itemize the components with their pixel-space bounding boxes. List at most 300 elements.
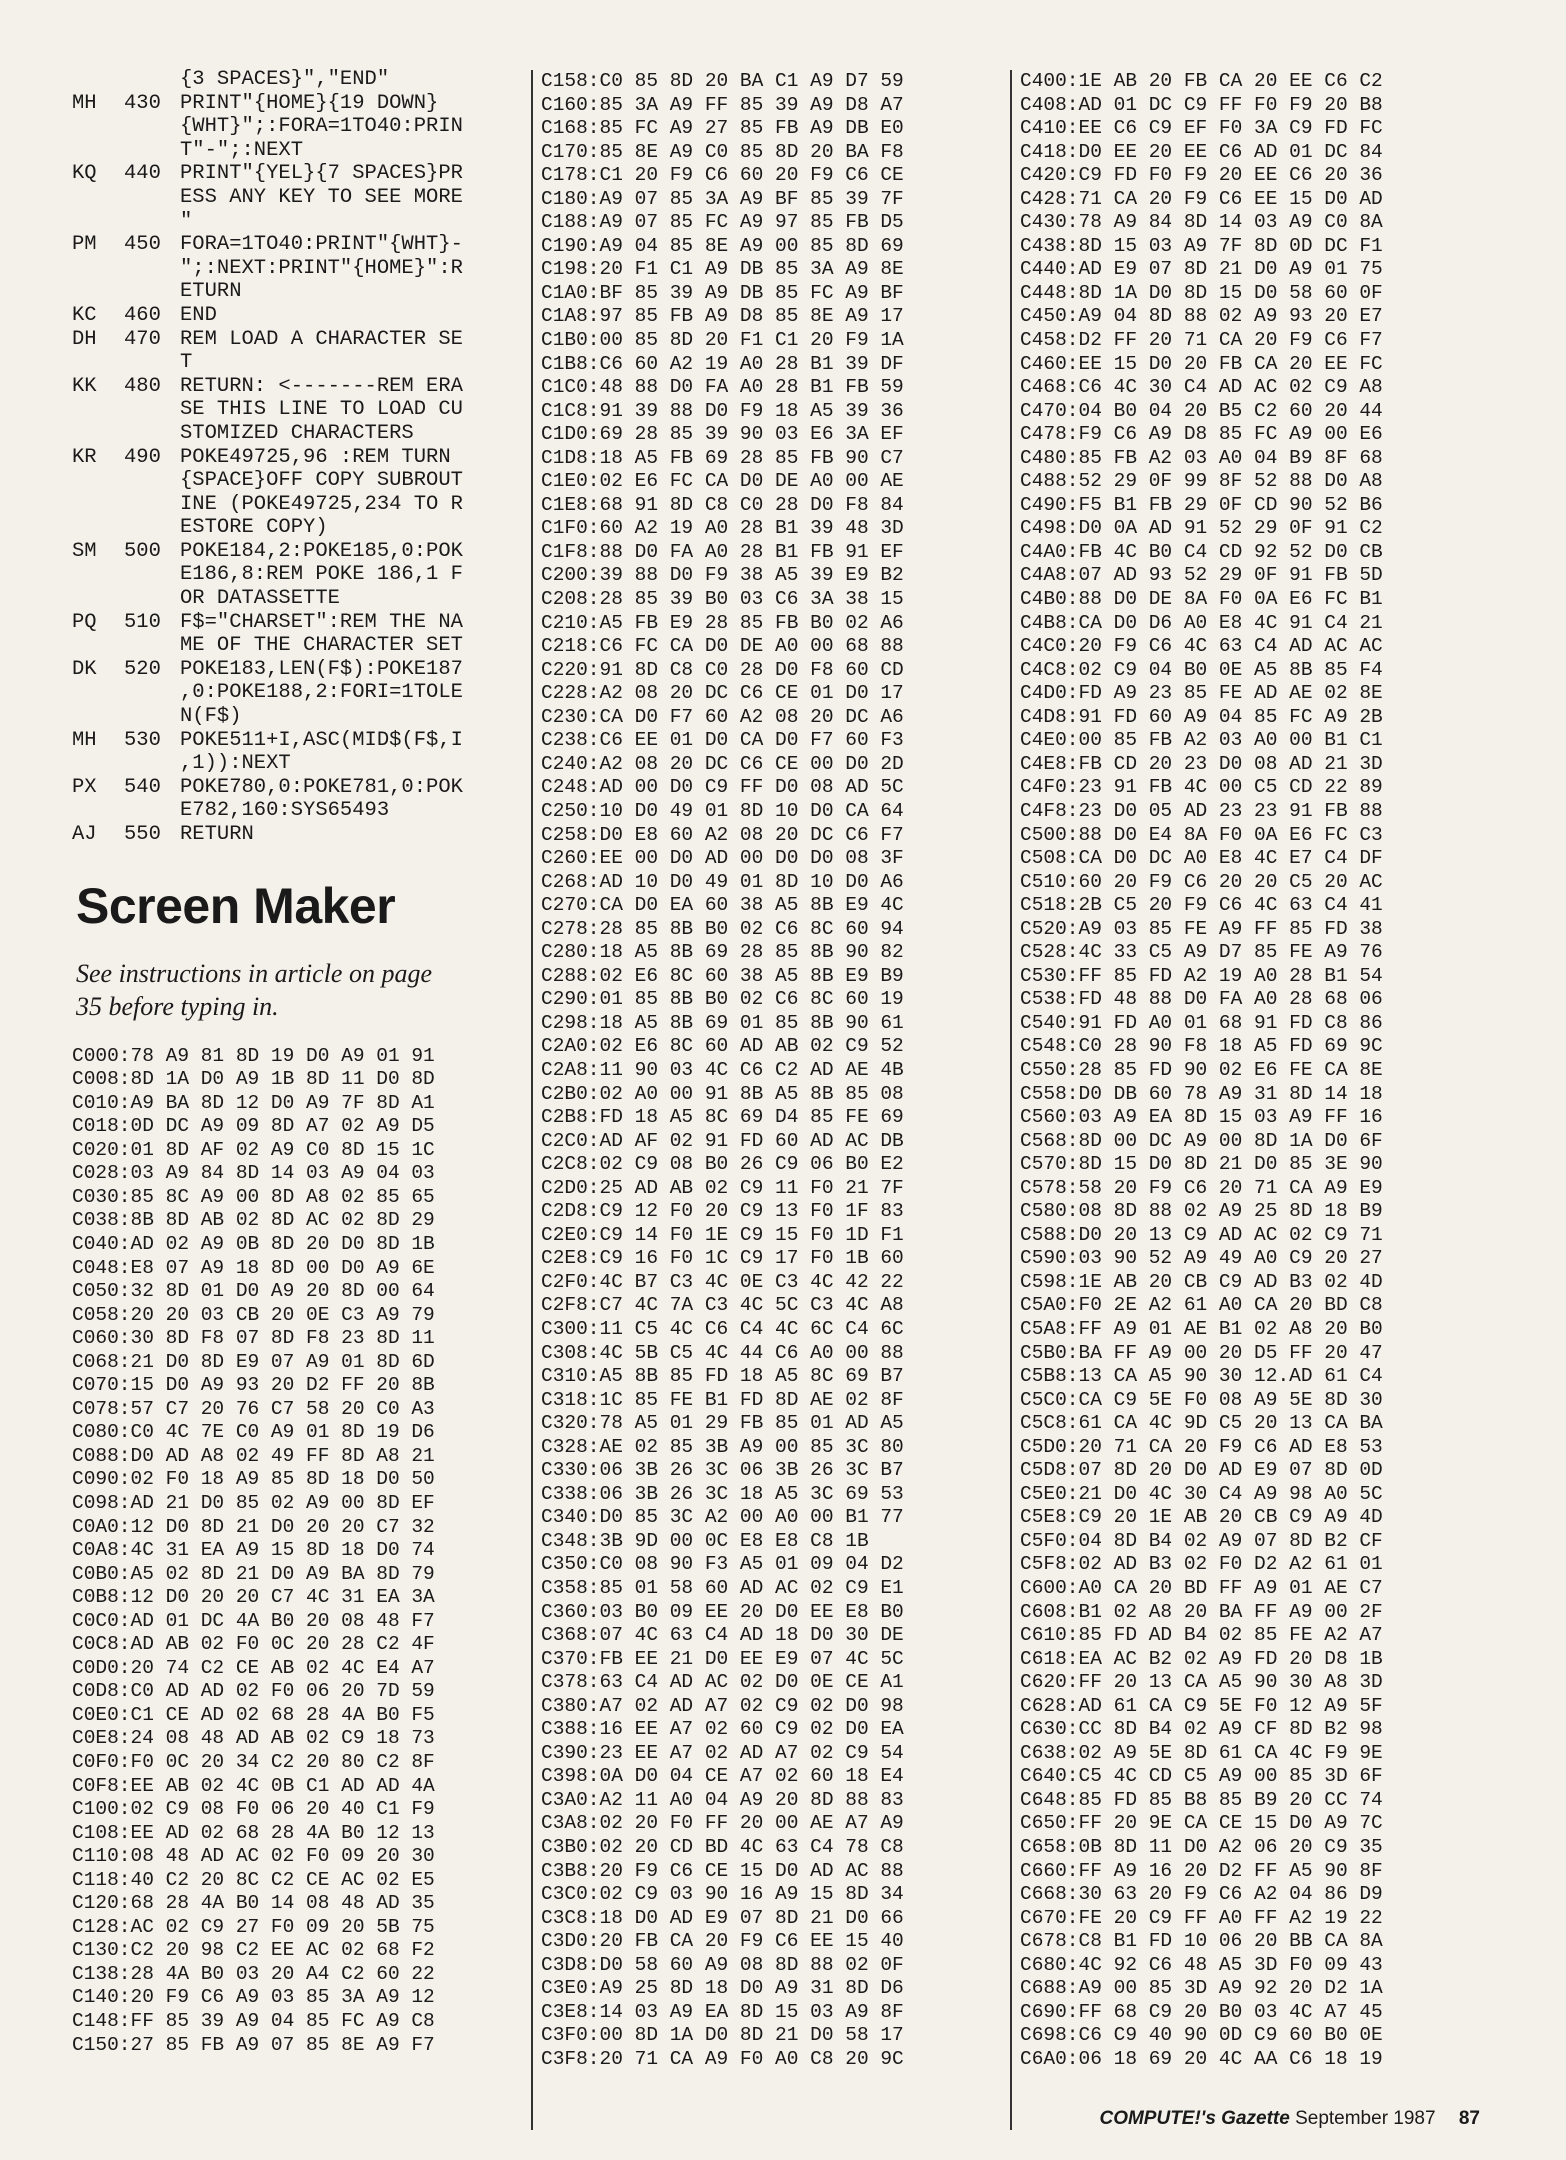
hex-row: C690:FF 68 C9 20 B0 03 4C A7 45 xyxy=(1020,2000,1383,2023)
hex-row: C610:85 FD AD B4 02 85 FE A2 A7 xyxy=(1020,1624,1383,1647)
hex-row: C288:02 E6 8C 60 38 A5 8B E9 B9 xyxy=(541,964,904,987)
hex-row: C660:FF A9 16 20 D2 FF A5 90 8F xyxy=(1020,1859,1383,1882)
hex-row: C0C8:AD AB 02 F0 0C 20 28 C2 4F xyxy=(72,1633,435,1656)
hex-row: C2D8:C9 12 F0 20 C9 13 F0 1F 83 xyxy=(541,1200,904,1223)
hex-row: C688:A9 00 85 3D A9 92 20 D2 1A xyxy=(1020,1977,1383,2000)
hex-row: C220:91 8D C8 C0 28 D0 F8 60 CD xyxy=(541,658,904,681)
basic-code: {SPACE}OFF COPY SUBROUT xyxy=(180,469,463,493)
basic-code: END xyxy=(180,303,217,327)
line-number: 430 xyxy=(124,91,161,115)
hex-row: C110:08 48 AD AC 02 F0 09 20 30 xyxy=(72,1845,435,1868)
hex-row: C300:11 C5 4C C6 C4 4C 6C C4 6C xyxy=(541,1317,904,1340)
hex-row: C3A0:A2 11 A0 04 A9 20 8D 88 83 xyxy=(541,1788,904,1811)
hex-row: C328:AE 02 85 3B A9 00 85 3C 80 xyxy=(541,1435,904,1458)
basic-code: {WHT}";:FORA=1TO40:PRIN xyxy=(180,115,463,139)
hex-row: C1B0:00 85 8D 20 F1 C1 20 F9 1A xyxy=(541,329,904,352)
basic-line xyxy=(72,729,527,776)
hex-row: C3B0:02 20 CD BD 4C 63 C4 78 C8 xyxy=(541,1836,904,1859)
line-number: 540 xyxy=(124,775,161,799)
hex-row: C1C8:91 39 88 D0 F9 18 A5 39 36 xyxy=(541,399,904,422)
hex-row: C628:AD 61 CA C9 5E F0 12 A9 5F xyxy=(1020,1694,1383,1717)
hex-row: C290:01 85 8B B0 02 C6 8C 60 19 xyxy=(541,988,904,1011)
hex-row: C1E0:02 E6 FC CA D0 DE A0 00 AE xyxy=(541,470,904,493)
basic-line xyxy=(72,233,527,304)
hex-row: C670:FE 20 C9 FF A0 FF A2 19 22 xyxy=(1020,1906,1383,1929)
basic-code: STOMIZED CHARACTERS xyxy=(180,421,414,445)
hex-row: C148:FF 85 39 A9 04 85 FC A9 C8 xyxy=(72,2010,435,2033)
hex-row: C0A0:12 D0 8D 21 D0 20 20 C7 32 xyxy=(72,1515,435,1538)
hex-row: C508:CA D0 DC A0 E8 4C E7 C4 DF xyxy=(1020,847,1383,870)
basic-code: T"-";:NEXT xyxy=(180,138,304,162)
hex-row: C498:D0 0A AD 91 52 29 0F 91 C2 xyxy=(1020,517,1383,540)
hex-row: C548:C0 28 90 F8 18 A5 FD 69 9C xyxy=(1020,1035,1383,1058)
hex-row: C298:18 A5 8B 69 01 85 8B 90 61 xyxy=(541,1011,904,1034)
hex-row: C440:AD E9 07 8D 21 D0 A9 01 75 xyxy=(1020,258,1383,281)
page-footer xyxy=(1080,2108,1480,2130)
basic-line xyxy=(72,328,527,375)
hex-row: C5C8:61 CA 4C 9D C5 20 13 CA BA xyxy=(1020,1412,1383,1435)
basic-code: ME OF THE CHARACTER SET xyxy=(180,634,463,658)
hex-row: C5A0:F0 2E A2 61 A0 CA 20 BD C8 xyxy=(1020,1294,1383,1317)
basic-code: E782,160:SYS65493 xyxy=(180,799,390,823)
hex-row: C240:A2 08 20 DC C6 CE 00 D0 2D xyxy=(541,752,904,775)
hex-row: C308:4C 5B C5 4C 44 C6 A0 00 88 xyxy=(541,1341,904,1364)
hex-row: C4D0:FD A9 23 85 FE AD AE 02 8E xyxy=(1020,682,1383,705)
hex-listing-col1 xyxy=(72,1045,527,2058)
hex-row: C338:06 3B 26 3C 18 A5 3C 69 53 xyxy=(541,1482,904,1505)
issue-date: September 1987 xyxy=(1295,2108,1436,2129)
hex-row: C198:20 F1 C1 A9 DB 85 3A A9 8E xyxy=(541,258,904,281)
hex-row: C1A8:97 85 FB A9 D8 85 8E A9 17 xyxy=(541,305,904,328)
hex-row: C010:A9 BA 8D 12 D0 A9 7F 8D A1 xyxy=(72,1091,435,1114)
hex-row: C698:C6 C9 40 90 0D C9 60 B0 0E xyxy=(1020,2024,1383,2047)
hex-row: C2A8:11 90 03 4C C6 C2 AD AE 4B xyxy=(541,1058,904,1081)
hex-row: C5B8:13 CA A5 90 30 12.AD 61 C4 xyxy=(1020,1365,1383,1388)
hex-row: C420:C9 FD F0 F9 20 EE C6 20 36 xyxy=(1020,164,1383,187)
basic-line xyxy=(72,68,527,92)
hex-row: C448:8D 1A D0 8D 15 D0 58 60 0F xyxy=(1020,281,1383,304)
hex-row: C050:32 8D 01 D0 A9 20 8D 00 64 xyxy=(72,1280,435,1303)
hex-row: C0B8:12 D0 20 20 C7 4C 31 EA 3A xyxy=(72,1586,435,1609)
hex-row: C210:A5 FB E9 28 85 FB B0 02 A6 xyxy=(541,611,904,634)
basic-line xyxy=(72,658,527,729)
hex-row: C090:02 F0 18 A9 85 8D 18 D0 50 xyxy=(72,1468,435,1491)
hex-row: C128:AC 02 C9 27 F0 09 20 5B 75 xyxy=(72,1915,435,1938)
hex-row: C330:06 3B 26 3C 06 3B 26 3C B7 xyxy=(541,1459,904,1482)
checksum-tag: MH xyxy=(72,91,97,115)
hex-row: C550:28 85 FD 90 02 E6 FE CA 8E xyxy=(1020,1058,1383,1081)
hex-row: C1F8:88 D0 FA A0 28 B1 FB 91 EF xyxy=(541,540,904,563)
hex-row: C320:78 A5 01 29 FB 85 01 AD A5 xyxy=(541,1412,904,1435)
hex-row: C040:AD 02 A9 0B 8D 20 D0 8D 1B xyxy=(72,1232,435,1255)
hex-row: C4C0:20 F9 C6 4C 63 C4 AD AC AC xyxy=(1020,635,1383,658)
hex-row: C560:03 A9 EA 8D 15 03 A9 FF 16 xyxy=(1020,1106,1383,1129)
hex-row: C4F0:23 91 FB 4C 00 C5 CD 22 89 xyxy=(1020,776,1383,799)
hex-row: C180:A9 07 85 3A A9 BF 85 39 7F xyxy=(541,187,904,210)
hex-row: C540:91 FD A0 01 68 91 FD C8 86 xyxy=(1020,1011,1383,1034)
hex-row: C658:0B 8D 11 D0 A2 06 20 C9 35 xyxy=(1020,1836,1383,1859)
basic-line xyxy=(72,375,527,446)
basic-code: " xyxy=(180,209,193,233)
hex-row: C450:A9 04 8D 88 02 A9 93 20 E7 xyxy=(1020,305,1383,328)
hex-row: C1E8:68 91 8D C8 C0 28 D0 F8 84 xyxy=(541,493,904,516)
hex-row: C5D0:20 71 CA 20 F9 C6 AD E8 53 xyxy=(1020,1435,1383,1458)
hex-row: C2B8:FD 18 A5 8C 69 D4 85 FE 69 xyxy=(541,1106,904,1129)
basic-code: INE (POKE49725,234 TO R xyxy=(180,492,463,516)
hex-row: C208:28 85 39 B0 03 C6 3A 38 15 xyxy=(541,588,904,611)
hex-row: C630:CC 8D B4 02 A9 CF 8D B2 98 xyxy=(1020,1718,1383,1741)
checksum-tag: AJ xyxy=(72,823,97,846)
hex-row: C230:CA D0 F7 60 A2 08 20 DC A6 xyxy=(541,705,904,728)
checksum-tag: PX xyxy=(72,775,97,799)
hex-row: C470:04 B0 04 20 B5 C2 60 20 44 xyxy=(1020,399,1383,422)
hex-row: C578:58 20 F9 C6 20 71 CA A9 E9 xyxy=(1020,1176,1383,1199)
hex-row: C568:8D 00 DC A9 00 8D 1A D0 6F xyxy=(1020,1129,1383,1152)
hex-row: C278:28 85 8B B0 02 C6 8C 60 94 xyxy=(541,917,904,940)
hex-row: C3E8:14 03 A9 EA 8D 15 03 A9 8F xyxy=(541,2000,904,2023)
middle-column xyxy=(531,70,1018,2130)
hex-row: C488:52 29 0F 99 8F 52 88 D0 A8 xyxy=(1020,470,1383,493)
basic-code: {3 SPACES}","END" xyxy=(180,68,390,91)
hex-row: C5D8:07 8D 20 D0 AD E9 07 8D 0D xyxy=(1020,1459,1383,1482)
hex-row: C4B8:CA D0 D6 A0 E8 4C 91 C4 21 xyxy=(1020,611,1383,634)
hex-row: C530:FF 85 FD A2 19 A0 28 B1 54 xyxy=(1020,964,1383,987)
hex-row: C3D0:20 FB CA 20 F9 C6 EE 15 40 xyxy=(541,1930,904,1953)
page-number: 87 xyxy=(1458,2108,1480,2129)
hex-row: C668:30 63 20 F9 C6 A2 04 86 D9 xyxy=(1020,1883,1383,1906)
checksum-tag: SM xyxy=(72,539,97,563)
hex-row: C598:1E AB 20 CB C9 AD B3 02 4D xyxy=(1020,1270,1383,1293)
hex-row: C528:4C 33 C5 A9 D7 85 FE A9 76 xyxy=(1020,941,1383,964)
line-number: 450 xyxy=(124,233,161,257)
hex-row: C3D8:D0 58 60 A9 08 8D 88 02 0F xyxy=(541,1953,904,1976)
hex-row: C4A8:07 AD 93 52 29 0F 91 FB 5D xyxy=(1020,564,1383,587)
hex-row: C368:07 4C 63 C4 AD 18 D0 30 DE xyxy=(541,1624,904,1647)
hex-row: C1B8:C6 60 A2 19 A0 28 B1 39 DF xyxy=(541,352,904,375)
line-number: 520 xyxy=(124,657,161,681)
basic-code: POKE183,LEN(F$):POKE187 xyxy=(180,657,463,681)
hex-row: C518:2B C5 20 F9 C6 4C 63 C4 41 xyxy=(1020,894,1383,917)
hex-row: C418:D0 EE 20 EE C6 AD 01 DC 84 xyxy=(1020,140,1383,163)
hex-row: C160:85 3A A9 FF 85 39 A9 D8 A7 xyxy=(541,93,904,116)
basic-line xyxy=(72,446,527,540)
hex-row: C318:1C 85 FE B1 FD 8D AE 02 8F xyxy=(541,1388,904,1411)
basic-code: ";:NEXT:PRINT"{HOME}":R xyxy=(180,256,463,280)
hex-row: C310:A5 8B 85 FD 18 A5 8C 69 B7 xyxy=(541,1365,904,1388)
hex-row: C218:C6 FC CA D0 DE A0 00 68 88 xyxy=(541,635,904,658)
line-number: 500 xyxy=(124,539,161,563)
hex-row: C340:D0 85 3C A2 00 A0 00 B1 77 xyxy=(541,1506,904,1529)
hex-row: C0E0:C1 CE AD 02 68 28 4A B0 F5 xyxy=(72,1703,435,1726)
hex-row: C490:F5 B1 FB 29 0F CD 90 52 B6 xyxy=(1020,493,1383,516)
hex-row: C150:27 85 FB A9 07 85 8E A9 F7 xyxy=(72,2033,435,2056)
hex-row: C620:FF 20 13 CA A5 90 30 A8 3D xyxy=(1020,1671,1383,1694)
hex-row: C650:FF 20 9E CA CE 15 D0 A9 7C xyxy=(1020,1812,1383,1835)
hex-row: C478:F9 C6 A9 D8 85 FC A9 00 E6 xyxy=(1020,423,1383,446)
hex-listing-col3 xyxy=(1020,70,1468,2071)
hex-row: C0C0:AD 01 DC 4A B0 20 08 48 F7 xyxy=(72,1609,435,1632)
hex-row: C280:18 A5 8B 69 28 85 8B 90 82 xyxy=(541,941,904,964)
hex-row: C070:15 D0 A9 93 20 D2 FF 20 8B xyxy=(72,1374,435,1397)
hex-row: C480:85 FB A2 03 A0 04 B9 8F 68 xyxy=(1020,446,1383,469)
hex-row: C238:C6 EE 01 D0 CA D0 F7 60 F3 xyxy=(541,729,904,752)
hex-row: C4E0:00 85 FB A2 03 A0 00 B1 C1 xyxy=(1020,729,1383,752)
basic-code: ESTORE COPY) xyxy=(180,516,328,540)
basic-code: T xyxy=(180,351,193,375)
hex-row: C200:39 88 D0 F9 38 A5 39 E9 B2 xyxy=(541,564,904,587)
hex-row: C0E8:24 08 48 AD AB 02 C9 18 73 xyxy=(72,1727,435,1750)
hex-row: C3C8:18 D0 AD E9 07 8D 21 D0 66 xyxy=(541,1906,904,1929)
hex-row: C430:78 A9 84 8D 14 03 A9 C0 8A xyxy=(1020,211,1383,234)
basic-code: SE THIS LINE TO LOAD CU xyxy=(180,398,463,422)
line-number: 460 xyxy=(124,303,161,327)
hex-row: C188:A9 07 85 FC A9 97 85 FB D5 xyxy=(541,211,904,234)
hex-row: C178:C1 20 F9 C6 60 20 F9 C6 CE xyxy=(541,164,904,187)
basic-code: REM LOAD A CHARACTER SE xyxy=(180,327,463,351)
line-number: 440 xyxy=(124,162,161,186)
hex-row: C3B8:20 F9 C6 CE 15 D0 AD AC 88 xyxy=(541,1859,904,1882)
hex-row: C428:71 CA 20 F9 C6 EE 15 D0 AD xyxy=(1020,187,1383,210)
basic-code: POKE184,2:POKE185,0:POK xyxy=(180,539,463,563)
checksum-tag: MH xyxy=(72,728,97,752)
hex-row: C1D8:18 A5 FB 69 28 85 FB 90 C7 xyxy=(541,446,904,469)
hex-row: C608:B1 02 A8 20 BA FF A9 00 2F xyxy=(1020,1600,1383,1623)
hex-row: C360:03 B0 09 EE 20 D0 EE E8 B0 xyxy=(541,1600,904,1623)
left-column xyxy=(72,68,527,2057)
hex-row: C600:A0 CA 20 BD FF A9 01 AE C7 xyxy=(1020,1577,1383,1599)
article-title: Screen Maker xyxy=(76,877,396,934)
line-number: 480 xyxy=(124,374,161,398)
basic-code: RETURN: <-------REM ERA xyxy=(180,374,463,398)
hex-row: C3F8:20 71 CA A9 F0 A0 C8 20 9C xyxy=(541,2047,904,2070)
hex-row: C6A0:06 18 69 20 4C AA C6 18 19 xyxy=(1020,2047,1383,2070)
basic-code: F$="CHARSET":REM THE NA xyxy=(180,610,463,634)
hex-row: C5E8:C9 20 1E AB 20 CB C9 A9 4D xyxy=(1020,1506,1383,1529)
hex-row: C138:28 4A B0 03 20 A4 C2 60 22 xyxy=(72,1962,435,1985)
hex-row: C258:D0 E8 60 A2 08 20 DC C6 F7 xyxy=(541,823,904,846)
basic-line xyxy=(72,304,527,328)
hex-row: C380:A7 02 AD A7 02 C9 02 D0 98 xyxy=(541,1694,904,1717)
hex-row: C190:A9 04 85 8E A9 00 85 8D 69 xyxy=(541,234,904,257)
basic-code: E186,8:REM POKE 186,1 F xyxy=(180,563,463,587)
hex-row: C3A8:02 20 F0 FF 20 00 AE A7 A9 xyxy=(541,1812,904,1835)
basic-code: POKE780,0:POKE781,0:POK xyxy=(180,775,463,799)
hex-row: C1C0:48 88 D0 FA A0 28 B1 FB 59 xyxy=(541,376,904,399)
hex-row: C0A8:4C 31 EA A9 15 8D 18 D0 74 xyxy=(72,1539,435,1562)
hex-row: C1A0:BF 85 39 A9 DB 85 FC A9 BF xyxy=(541,281,904,304)
hex-row: C130:C2 20 98 C2 EE AC 02 68 F2 xyxy=(72,1939,435,1962)
hex-row: C080:C0 4C 7E C0 A9 01 8D 19 D6 xyxy=(72,1421,435,1444)
hex-row: C2C0:AD AF 02 91 FD 60 AD AC DB xyxy=(541,1129,904,1152)
basic-code: RETURN xyxy=(180,823,254,846)
hex-row: C438:8D 15 03 A9 7F 8D 0D DC F1 xyxy=(1020,234,1383,257)
hex-row: C2F8:C7 4C 7A C3 4C 5C C3 4C A8 xyxy=(541,1294,904,1317)
basic-code: ,0:POKE188,2:FORI=1TOLE xyxy=(180,681,463,705)
hex-row: C398:0A D0 04 CE A7 02 60 18 E4 xyxy=(541,1765,904,1788)
hex-row: C270:CA D0 EA 60 38 A5 8B E9 4C xyxy=(541,894,904,917)
hex-row: C0F0:F0 0C 20 34 C2 20 80 C2 8F xyxy=(72,1751,435,1773)
hex-row: C030:85 8C A9 00 8D A8 02 85 65 xyxy=(72,1185,435,1208)
hex-row: C3F0:00 8D 1A D0 8D 21 D0 58 17 xyxy=(541,2024,904,2047)
hex-row: C260:EE 00 D0 AD 00 D0 D0 08 3F xyxy=(541,847,904,870)
hex-row: C3C0:02 C9 03 90 16 A9 15 8D 34 xyxy=(541,1883,904,1906)
hex-row: C098:AD 21 D0 85 02 A9 00 8D EF xyxy=(72,1491,435,1514)
checksum-tag: PM xyxy=(72,233,97,257)
basic-code: POKE49725,96 :REM TURN xyxy=(180,445,451,469)
checksum-tag: DH xyxy=(72,327,97,351)
basic-line xyxy=(72,540,527,611)
hex-row: C678:C8 B1 FD 10 06 20 BB CA 8A xyxy=(1020,1930,1383,1953)
hex-row: C048:E8 07 A9 18 8D 00 D0 A9 6E xyxy=(72,1256,435,1279)
basic-code: N(F$) xyxy=(180,705,242,729)
basic-code: ,1)):NEXT xyxy=(180,752,291,776)
hex-row: C388:16 EE A7 02 60 C9 02 D0 EA xyxy=(541,1718,904,1741)
hex-row: C000:78 A9 81 8D 19 D0 A9 01 91 xyxy=(72,1044,435,1067)
hex-row: C378:63 C4 AD AC 02 D0 0E CE A1 xyxy=(541,1671,904,1694)
hex-row: C5E0:21 D0 4C 30 C4 A9 98 A0 5C xyxy=(1020,1482,1383,1505)
checksum-tag: KQ xyxy=(72,162,97,186)
hex-row: C348:3B 9D 00 0C E8 E8 C8 1B xyxy=(541,1529,869,1552)
hex-row: C4C8:02 C9 04 B0 0E A5 8B 85 F4 xyxy=(1020,658,1383,681)
hex-row: C5C0:CA C9 5E F0 08 A9 5E 8D 30 xyxy=(1020,1388,1383,1411)
hex-row: C120:68 28 4A B0 14 08 48 AD 35 xyxy=(72,1892,435,1915)
hex-row: C2C8:02 C9 08 B0 26 C9 06 B0 E2 xyxy=(541,1153,904,1176)
hex-row: C4E8:FB CD 20 23 D0 08 AD 21 3D xyxy=(1020,752,1383,775)
checksum-tag: PQ xyxy=(72,610,97,634)
hex-row: C520:A9 03 85 FE A9 FF 85 FD 38 xyxy=(1020,917,1383,940)
basic-line xyxy=(72,776,527,823)
intro-line: See instructions in article on page xyxy=(76,958,433,988)
hex-row: C390:23 EE A7 02 AD A7 02 C9 54 xyxy=(541,1741,904,1764)
hex-row: C5B0:BA FF A9 00 20 D5 FF 20 47 xyxy=(1020,1341,1383,1364)
hex-row: C0D0:20 74 C2 CE AB 02 4C E4 A7 xyxy=(72,1656,435,1679)
hex-row: C228:A2 08 20 DC C6 CE 01 D0 17 xyxy=(541,682,904,705)
line-number: 550 xyxy=(124,823,161,846)
line-number: 490 xyxy=(124,445,161,469)
hex-row: C408:AD 01 DC C9 FF F0 F9 20 B8 xyxy=(1020,93,1383,116)
hex-row: C590:03 90 52 A9 49 A0 C9 20 27 xyxy=(1020,1247,1383,1270)
line-number: 530 xyxy=(124,728,161,752)
hex-row: C108:EE AD 02 68 28 4A B0 12 13 xyxy=(72,1821,435,1844)
hex-row: C100:02 C9 08 F0 06 20 40 C1 F9 xyxy=(72,1798,435,1821)
hex-row: C038:8B 8D AB 02 8D AC 02 8D 29 xyxy=(72,1209,435,1232)
hex-row: C1D0:69 28 85 39 90 03 E6 3A EF xyxy=(541,423,904,446)
hex-row: C168:85 FC A9 27 85 FB A9 DB E0 xyxy=(541,117,904,140)
hex-row: C588:D0 20 13 C9 AD AC 02 C9 71 xyxy=(1020,1223,1383,1246)
hex-row: C2E0:C9 14 F0 1E C9 15 F0 1D F1 xyxy=(541,1223,904,1246)
basic-code: POKE511+I,ASC(MID$(F$,I xyxy=(180,728,463,752)
hex-row: C640:C5 4C CD C5 A9 00 85 3D 6F xyxy=(1020,1765,1383,1788)
hex-row: C370:FB EE 21 D0 EE E9 07 4C 5C xyxy=(541,1647,904,1670)
basic-code: PRINT"{HOME}{19 DOWN} xyxy=(180,91,439,115)
hex-row: C2D0:25 AD AB 02 C9 11 F0 21 7F xyxy=(541,1176,904,1199)
hex-row: C060:30 8D F8 07 8D F8 23 8D 11 xyxy=(72,1327,435,1350)
basic-code: ETURN xyxy=(180,280,242,304)
hex-row: C118:40 C2 20 8C C2 CE AC 02 E5 xyxy=(72,1868,435,1891)
hex-row: C5A8:FF A9 01 AE B1 02 A8 20 B0 xyxy=(1020,1317,1383,1340)
intro-line: 35 before typing in. xyxy=(76,991,279,1021)
basic-code: ESS ANY KEY TO SEE MORE xyxy=(180,185,463,209)
hex-row: C268:AD 10 D0 49 01 8D 10 D0 A6 xyxy=(541,870,904,893)
hex-row: C350:C0 08 90 F3 A5 01 09 04 D2 xyxy=(541,1553,904,1576)
hex-row: C0D8:C0 AD AD 02 F0 06 20 7D 59 xyxy=(72,1680,435,1703)
basic-listing xyxy=(72,68,527,847)
hex-row: C0B0:A5 02 8D 21 D0 A9 BA 8D 79 xyxy=(72,1562,435,1585)
hex-row: C4A0:FB 4C B0 C4 CD 92 52 D0 CB xyxy=(1020,540,1383,563)
hex-row: C5F8:02 AD B3 02 F0 D2 A2 61 01 xyxy=(1020,1553,1383,1576)
basic-line xyxy=(72,823,527,847)
hex-row: C018:0D DC A9 09 8D A7 02 A9 D5 xyxy=(72,1115,435,1138)
hex-row: C078:57 C7 20 76 C7 58 20 C0 A3 xyxy=(72,1397,435,1420)
basic-line xyxy=(72,611,527,658)
hex-row: C638:02 A9 5E 8D 61 CA 4C F9 9E xyxy=(1020,1741,1383,1764)
hex-row: C538:FD 48 88 D0 FA A0 28 68 06 xyxy=(1020,988,1383,1011)
hex-row: C4F8:23 D0 05 AD 23 23 91 FB 88 xyxy=(1020,799,1383,822)
hex-row: C068:21 D0 8D E9 07 A9 01 8D 6D xyxy=(72,1350,435,1373)
basic-line xyxy=(72,162,527,233)
hex-row: C2F0:4C B7 C3 4C 0E C3 4C 42 22 xyxy=(541,1270,904,1293)
hex-row: C410:EE C6 C9 EF F0 3A C9 FD FC xyxy=(1020,117,1383,140)
hex-row: C248:AD 00 D0 C9 FF D0 08 AD 5C xyxy=(541,776,904,799)
hex-row: C570:8D 15 D0 8D 21 D0 85 3E 90 xyxy=(1020,1153,1383,1176)
hex-listing-col2 xyxy=(541,70,1018,2071)
hex-row: C458:D2 FF 20 71 CA 20 F9 C6 F7 xyxy=(1020,329,1383,352)
hex-row: C5F0:04 8D B4 02 A9 07 8D B2 CF xyxy=(1020,1529,1383,1552)
hex-row: C008:8D 1A D0 A9 1B 8D 11 D0 8D xyxy=(72,1068,435,1091)
hex-row: C3E0:A9 25 8D 18 D0 A9 31 8D D6 xyxy=(541,1977,904,2000)
basic-code: PRINT"{YEL}{7 SPACES}PR xyxy=(180,162,463,186)
checksum-tag: KC xyxy=(72,303,97,327)
hex-row: C580:08 8D 88 02 A9 25 8D 18 B9 xyxy=(1020,1200,1383,1223)
checksum-tag: KR xyxy=(72,445,97,469)
hex-row: C680:4C 92 C6 48 A5 3D F0 09 43 xyxy=(1020,1953,1383,1976)
hex-row: C020:01 8D AF 02 A9 C0 8D 15 1C xyxy=(72,1138,435,1161)
hex-row: C2E8:C9 16 F0 1C C9 17 F0 1B 60 xyxy=(541,1247,904,1270)
hex-row: C468:C6 4C 30 C4 AD AC 02 C9 A8 xyxy=(1020,376,1383,399)
article-intro xyxy=(76,957,527,1023)
hex-row: C648:85 FD 85 B8 85 B9 20 CC 74 xyxy=(1020,1788,1383,1811)
hex-row: C140:20 F9 C6 A9 03 85 3A A9 12 xyxy=(72,1986,435,2009)
basic-line xyxy=(72,92,527,163)
hex-row: C460:EE 15 D0 20 FB CA 20 EE FC xyxy=(1020,352,1383,375)
hex-row: C510:60 20 F9 C6 20 20 C5 20 AC xyxy=(1020,870,1383,893)
checksum-tag: KK xyxy=(72,374,97,398)
checksum-tag: DK xyxy=(72,657,97,681)
basic-code: FORA=1TO40:PRINT"{WHT}- xyxy=(180,233,463,257)
hex-row: C028:03 A9 84 8D 14 03 A9 04 03 xyxy=(72,1162,435,1185)
right-column xyxy=(1010,70,1468,2130)
hex-row: C618:EA AC B2 02 A9 FD 20 D8 1B xyxy=(1020,1647,1383,1670)
hex-row: C250:10 D0 49 01 8D 10 D0 CA 64 xyxy=(541,799,904,822)
hex-row: C2B0:02 A0 00 91 8B A5 8B 85 08 xyxy=(541,1082,904,1105)
line-number: 470 xyxy=(124,327,161,351)
hex-row: C058:20 20 03 CB 20 0E C3 A9 79 xyxy=(72,1303,435,1326)
hex-row: C088:D0 AD A8 02 49 FF 8D A8 21 xyxy=(72,1444,435,1467)
hex-row: C358:85 01 58 60 AD AC 02 C9 E1 xyxy=(541,1577,904,1599)
hex-row: C158:C0 85 8D 20 BA C1 A9 D7 59 xyxy=(541,70,904,92)
hex-row: C4D8:91 FD 60 A9 04 85 FC A9 2B xyxy=(1020,705,1383,728)
line-number: 510 xyxy=(124,610,161,634)
hex-row: C558:D0 DB 60 78 A9 31 8D 14 18 xyxy=(1020,1082,1383,1105)
magazine-name: COMPUTE!'s Gazette xyxy=(1099,2108,1290,2129)
basic-code: OR DATASSETTE xyxy=(180,587,340,611)
hex-row: C500:88 D0 E4 8A F0 0A E6 FC C3 xyxy=(1020,823,1383,846)
hex-row: C1F0:60 A2 19 A0 28 B1 39 48 3D xyxy=(541,517,904,540)
hex-row: C170:85 8E A9 C0 85 8D 20 BA F8 xyxy=(541,140,904,163)
hex-row: C400:1E AB 20 FB CA 20 EE C6 C2 xyxy=(1020,70,1383,92)
hex-row: C2A0:02 E6 8C 60 AD AB 02 C9 52 xyxy=(541,1035,904,1058)
hex-row: C0F8:EE AB 02 4C 0B C1 AD AD 4A xyxy=(72,1774,435,1797)
